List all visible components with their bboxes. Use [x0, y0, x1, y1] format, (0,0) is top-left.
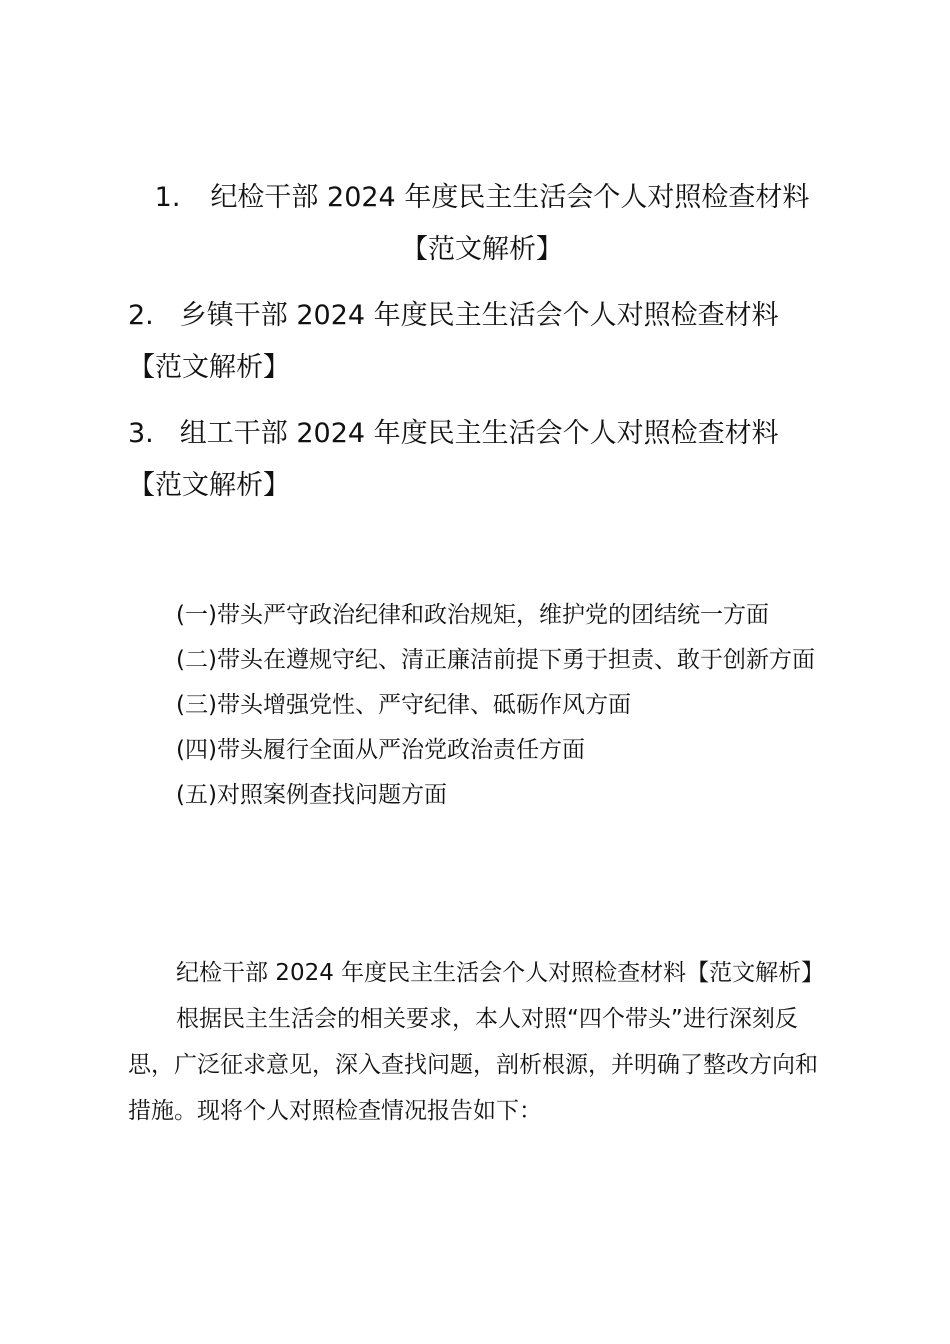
section-heading-2: (二)带头在遵规守纪、清正廉洁前提下勇于担责、敢于创新方面 [176, 647, 815, 673]
article-title: 纪检干部 2024 年度民主生活会个人对照检查材料【范文解析】 [176, 960, 825, 986]
toc-item-1[interactable] [128, 172, 836, 276]
article-body [128, 950, 825, 1134]
toc-title: 纪检干部 2024 年度民主生活会个人对照检查材料 [210, 182, 810, 213]
toc-suffix: 【范文解析】 [401, 234, 563, 265]
table-of-contents [128, 172, 836, 512]
section-heading-4: (四)带头履行全面从严治党政治责任方面 [176, 737, 585, 763]
toc-number: 2. [128, 300, 154, 331]
toc-number: 1. [154, 182, 181, 213]
section-list [128, 593, 820, 818]
article-intro: 根据民主生活会的相关要求，本人对照“四个带头”进行深刻反思，广泛征求意见，深入查找问题，剖析根源，并明确了整改方向和措施。现将个人对照检查情况报告如下： [128, 1006, 818, 1124]
toc-suffix: 【范文解析】 [128, 470, 290, 501]
toc-title: 乡镇干部 2024 年度民主生活会个人对照检查材料 [179, 300, 779, 331]
toc-item-2[interactable] [128, 290, 836, 394]
section-heading-5: (五)对照案例查找问题方面 [176, 782, 447, 808]
toc-number: 3. [128, 418, 154, 449]
toc-item-3[interactable] [128, 408, 836, 512]
section-heading-3: (三)带头增强党性、严守纪律、砥砺作风方面 [176, 692, 631, 718]
section-heading-1: (一)带头严守政治纪律和政治规矩，维护党的团结统一方面 [176, 602, 769, 628]
toc-title: 组工干部 2024 年度民主生活会个人对照检查材料 [179, 418, 779, 449]
toc-suffix: 【范文解析】 [128, 352, 290, 383]
